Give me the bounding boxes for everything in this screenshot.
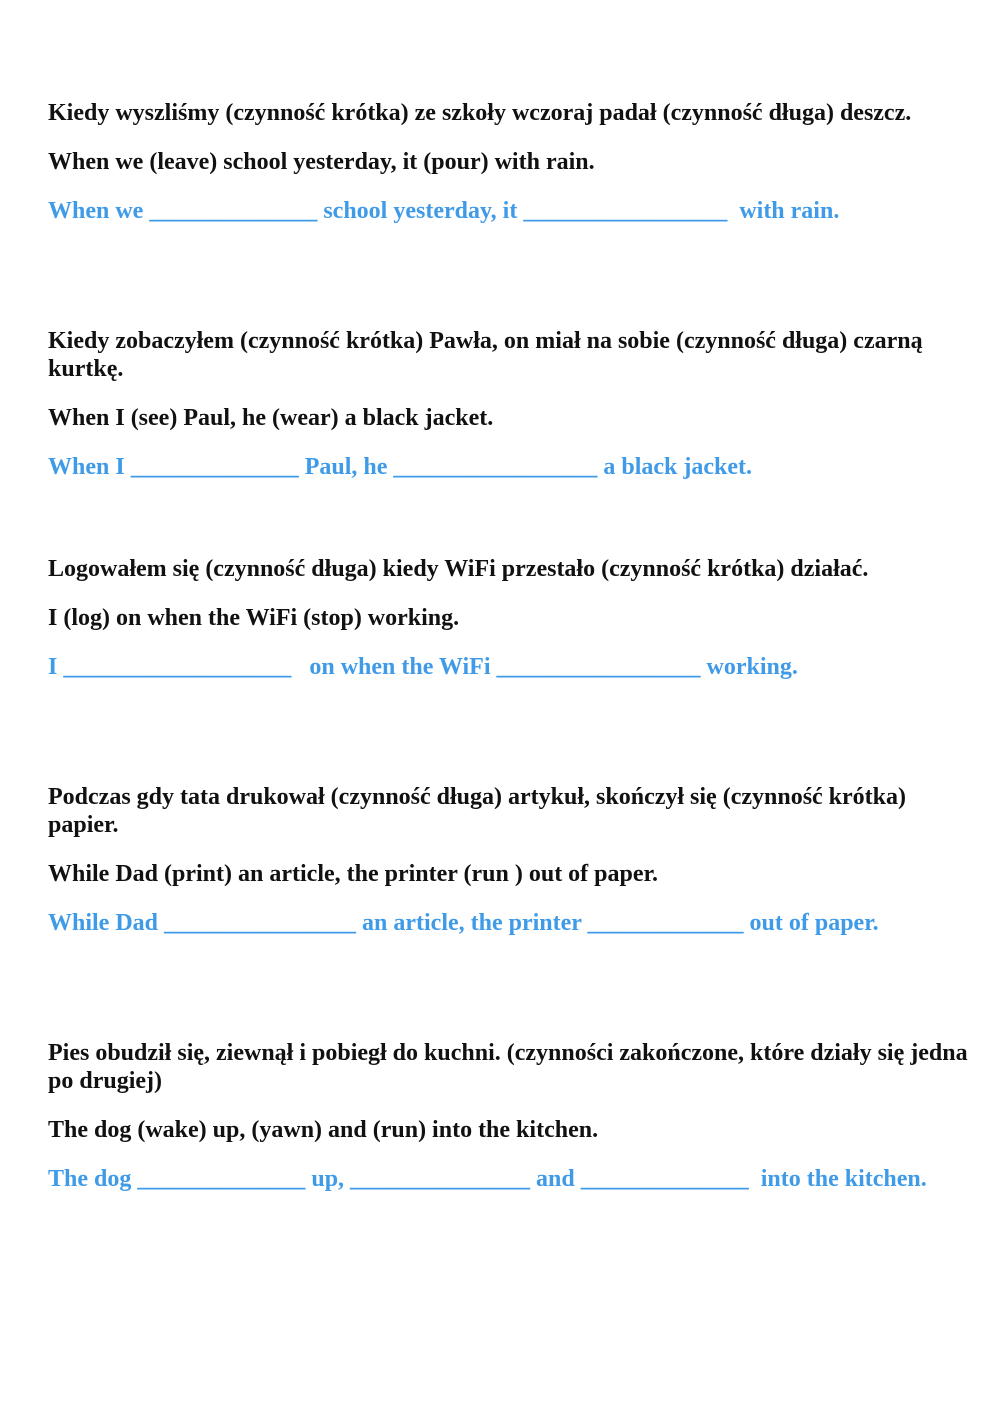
english-prompt: When we (leave) school yesterday, it (pour) with rain. [48, 149, 595, 175]
polish-sentence: Pies obudził się, ziewnął i pobiegł do kuchni. (czynności zakończone, które działy się jedna po drugiej) [48, 1040, 968, 1094]
exercise-3 [48, 555, 968, 682]
polish-sentence: Logowałem się (czynność długa) kiedy WiFi przestało (czynność krótka) działać. [48, 556, 869, 582]
polish-sentence: Kiedy zobaczyłem (czynność krótka) Pawła, on miał na sobie (czynność długa) czarną kurtkę. [48, 328, 923, 382]
english-prompt: I (log) on when the WiFi (stop) working. [48, 605, 460, 631]
english-prompt: While Dad (print) an article, the printer (run ) out of paper. [48, 861, 658, 887]
english-prompt: When I (see) Paul, he (wear) a black jacket. [48, 405, 494, 431]
exercise-1 [48, 99, 968, 226]
polish-sentence: Kiedy wyszliśmy (czynność krótka) ze szkoły wczoraj padał (czynność długa) deszcz. [48, 100, 912, 126]
answer-line[interactable]: I ___________________ on when the WiFi _________________ working. [48, 654, 798, 680]
answer-line[interactable]: When we ______________ school yesterday, it _________________ with rain. [48, 198, 840, 224]
answer-line[interactable]: While Dad ________________ an article, the printer _____________ out of paper. [48, 910, 879, 936]
english-prompt: The dog (wake) up, (yawn) and (run) into the kitchen. [48, 1117, 599, 1143]
answer-line[interactable]: When I ______________ Paul, he _________________ a black jacket. [48, 454, 753, 480]
exercise-5 [48, 1039, 968, 1194]
exercise-4 [48, 783, 968, 938]
exercise-2 [48, 327, 968, 482]
polish-sentence: Podczas gdy tata drukował (czynność długa) artykuł, skończył się (czynność krótka) papier. [48, 784, 907, 838]
answer-line[interactable]: The dog ______________ up, _______________ and ______________ into the kitchen. [48, 1166, 927, 1192]
